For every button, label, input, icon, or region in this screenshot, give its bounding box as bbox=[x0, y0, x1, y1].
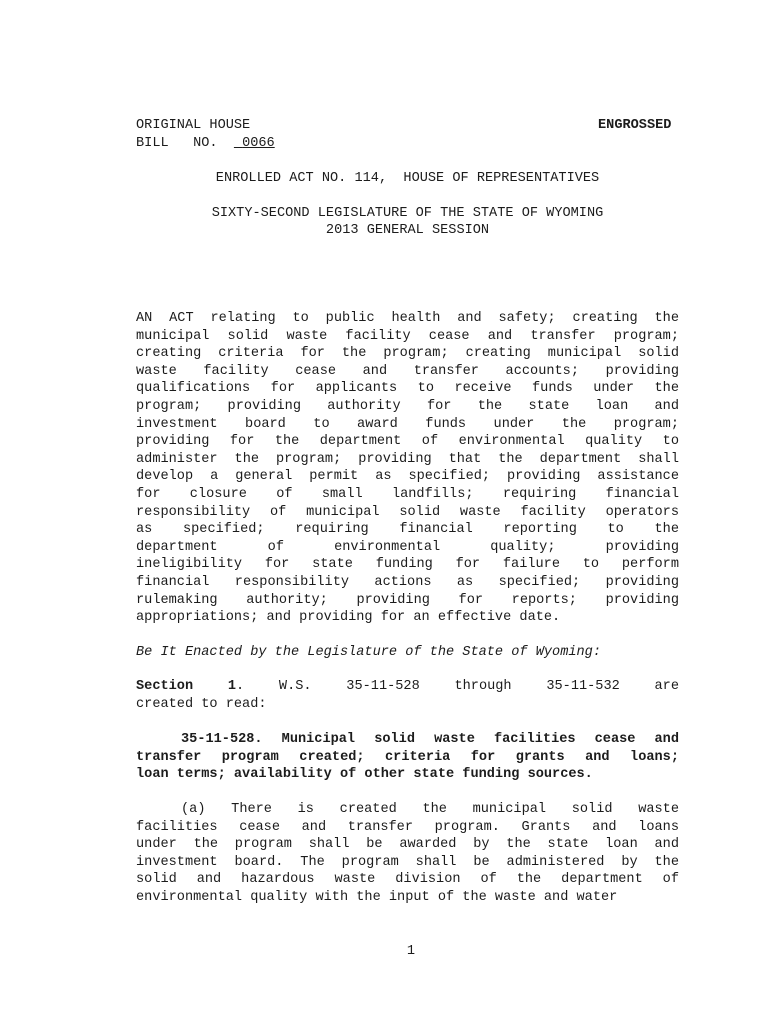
text-line: solid and hazardous waste division of the department of bbox=[136, 872, 679, 888]
text-line: for closure of small landfills; requiring financial bbox=[136, 486, 679, 502]
text-line: program; providing authority for the state loan and bbox=[136, 398, 679, 414]
subsection-a-paragraph bbox=[136, 801, 679, 907]
text-line: under the program shall be awarded by the state loan and bbox=[136, 837, 679, 853]
text-line: department of environmental quality; providing bbox=[136, 539, 679, 555]
text-line: administer the program; providing that the department shall bbox=[136, 451, 679, 467]
text-line: financial responsibility actions as specified; providing bbox=[136, 574, 679, 590]
section-35-11-528-heading bbox=[136, 731, 679, 784]
text-line: (a) There is created the municipal solid waste bbox=[181, 802, 679, 817]
section-1-line-1: Section 1. W.S. 35-11-528 through 35-11-532 are bbox=[136, 679, 679, 694]
text-line: investment board. The program shall be administered by the bbox=[136, 854, 679, 870]
text-line: ineligibility for state funding for failure to perform bbox=[136, 557, 679, 573]
text-line: responsibility of municipal solid waste facility operators bbox=[136, 504, 679, 520]
session-line: 2013 GENERAL SESSION bbox=[325, 223, 490, 238]
section-1-line-2: created to read: bbox=[136, 696, 267, 712]
text-line: waste facility cease and transfer accounts; providing bbox=[136, 363, 679, 379]
original-house-label: ORIGINAL HOUSE bbox=[136, 118, 251, 133]
bill-number: 0066 bbox=[242, 136, 275, 151]
engrossed-label: ENGROSSED bbox=[598, 118, 672, 133]
text-line: develop a general permit as specified; providing assistance bbox=[136, 469, 679, 485]
text-line: creating criteria for the program; creating municipal solid bbox=[136, 346, 679, 362]
enacting-clause: Be It Enacted by the Legislature of the State of Wyoming: bbox=[136, 645, 601, 660]
act-paragraph bbox=[136, 310, 679, 627]
text-line: investment board to award funds under the program; bbox=[136, 416, 679, 432]
page-number: 1 bbox=[406, 944, 416, 959]
text-line: appropriations; and providing for an effective date. bbox=[136, 610, 561, 626]
text-line: loan terms; availability of other state funding sources. bbox=[136, 767, 593, 783]
text-line: 35-11-528. Municipal solid waste facilities cease and bbox=[181, 732, 679, 747]
text-line: as specified; requiring financial reporting to the bbox=[136, 522, 679, 538]
section-1-paragraph bbox=[136, 678, 679, 713]
text-line: qualifications for applicants to receive funds under the bbox=[136, 381, 679, 397]
text-line: transfer program created; criteria for grants and loans; bbox=[136, 749, 679, 765]
text-line: rulemaking authority; providing for reports; providing bbox=[136, 592, 679, 608]
legislature-line: SIXTY-SECOND LEGISLATURE OF THE STATE OF WYOMING bbox=[211, 206, 604, 221]
section-1-label: Section 1 bbox=[136, 679, 237, 694]
bill-label: BILL NO. bbox=[136, 136, 218, 151]
text-line: providing for the department of environmental quality to bbox=[136, 434, 679, 450]
text-line: environmental quality with the input of the waste and water bbox=[136, 889, 618, 905]
text-line: municipal solid waste facility cease and transfer program; bbox=[136, 328, 679, 344]
bill-number-line bbox=[136, 135, 275, 152]
text-line: facilities cease and transfer program. Grants and loans bbox=[136, 819, 679, 835]
text-line: AN ACT relating to public health and safety; creating the bbox=[136, 311, 679, 326]
enrolled-act-line: ENROLLED ACT NO. 114, HOUSE OF REPRESENTATIVES bbox=[215, 171, 600, 186]
